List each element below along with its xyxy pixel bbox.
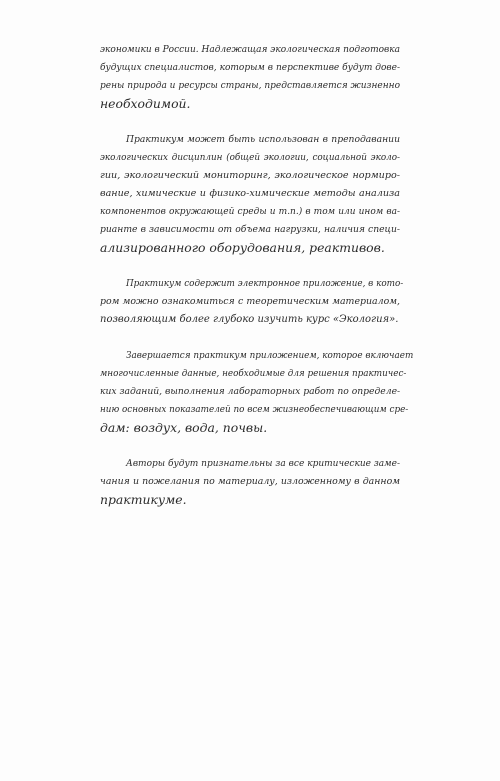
text-line: ализированного оборудования, реактивов.	[100, 240, 385, 255]
text-line: рены природа и ресурсы страны, представляется жизненно	[100, 81, 400, 91]
text-line: рианте в зависимости от объема нагрузки, наличия специ-	[100, 224, 400, 235]
text-line: практикуме.	[100, 492, 187, 507]
paragraph-gap	[100, 437, 400, 455]
paragraph-3	[100, 275, 404, 329]
text-line: позволяющим более глубоко изучить курс «Экология».	[100, 314, 399, 325]
text-line: ких заданий, выполнения лабораторных работ по определе-	[100, 386, 401, 397]
paragraph-1	[100, 41, 400, 113]
paragraph-2	[100, 131, 400, 257]
text-line: будущих специалистов, которым в перспективе будут дове-	[100, 63, 400, 73]
text-line: гии, экологический мониторинг, экологическое нормиро-	[100, 170, 400, 181]
text-line: Практикум содержит электронное приложение, в кото-	[126, 279, 404, 289]
body-text	[100, 41, 414, 509]
paragraph-gap	[100, 329, 400, 347]
text-line: Завершается практикум приложением, которое включает	[126, 351, 414, 361]
text-line: компонентов окружающей среды и т.п.) в том или ином ва-	[100, 207, 400, 217]
text-line: чания и пожелания по материалу, изложенному в данном	[100, 476, 400, 487]
text-line: Практикум может быть использован в преподавании	[126, 134, 400, 145]
text-line: ром можно ознакомиться с теоретическим материалом,	[100, 296, 400, 307]
paragraph-gap	[100, 113, 400, 131]
text-line: Авторы будут признательны за все критические заме-	[126, 459, 400, 469]
paragraph-4	[100, 347, 414, 437]
paragraph-5	[100, 455, 400, 509]
text-line: дам: воздух, вода, почвы.	[100, 420, 268, 435]
text-line: многочисленные данные, необходимые для решения практичес-	[100, 369, 407, 379]
paragraph-gap	[100, 257, 400, 275]
text-line: вание, химические и физико-химические методы анализа	[100, 188, 400, 199]
text-line: экономики в России. Надлежащая экологическая подготовка	[100, 45, 400, 55]
text-line: нию основных показателей по всем жизнеобеспечивающим сре-	[100, 405, 409, 415]
text-line: экологических дисциплин (общей экологии, социальной эколо-	[100, 153, 400, 163]
text-line: необходимой.	[100, 96, 191, 111]
